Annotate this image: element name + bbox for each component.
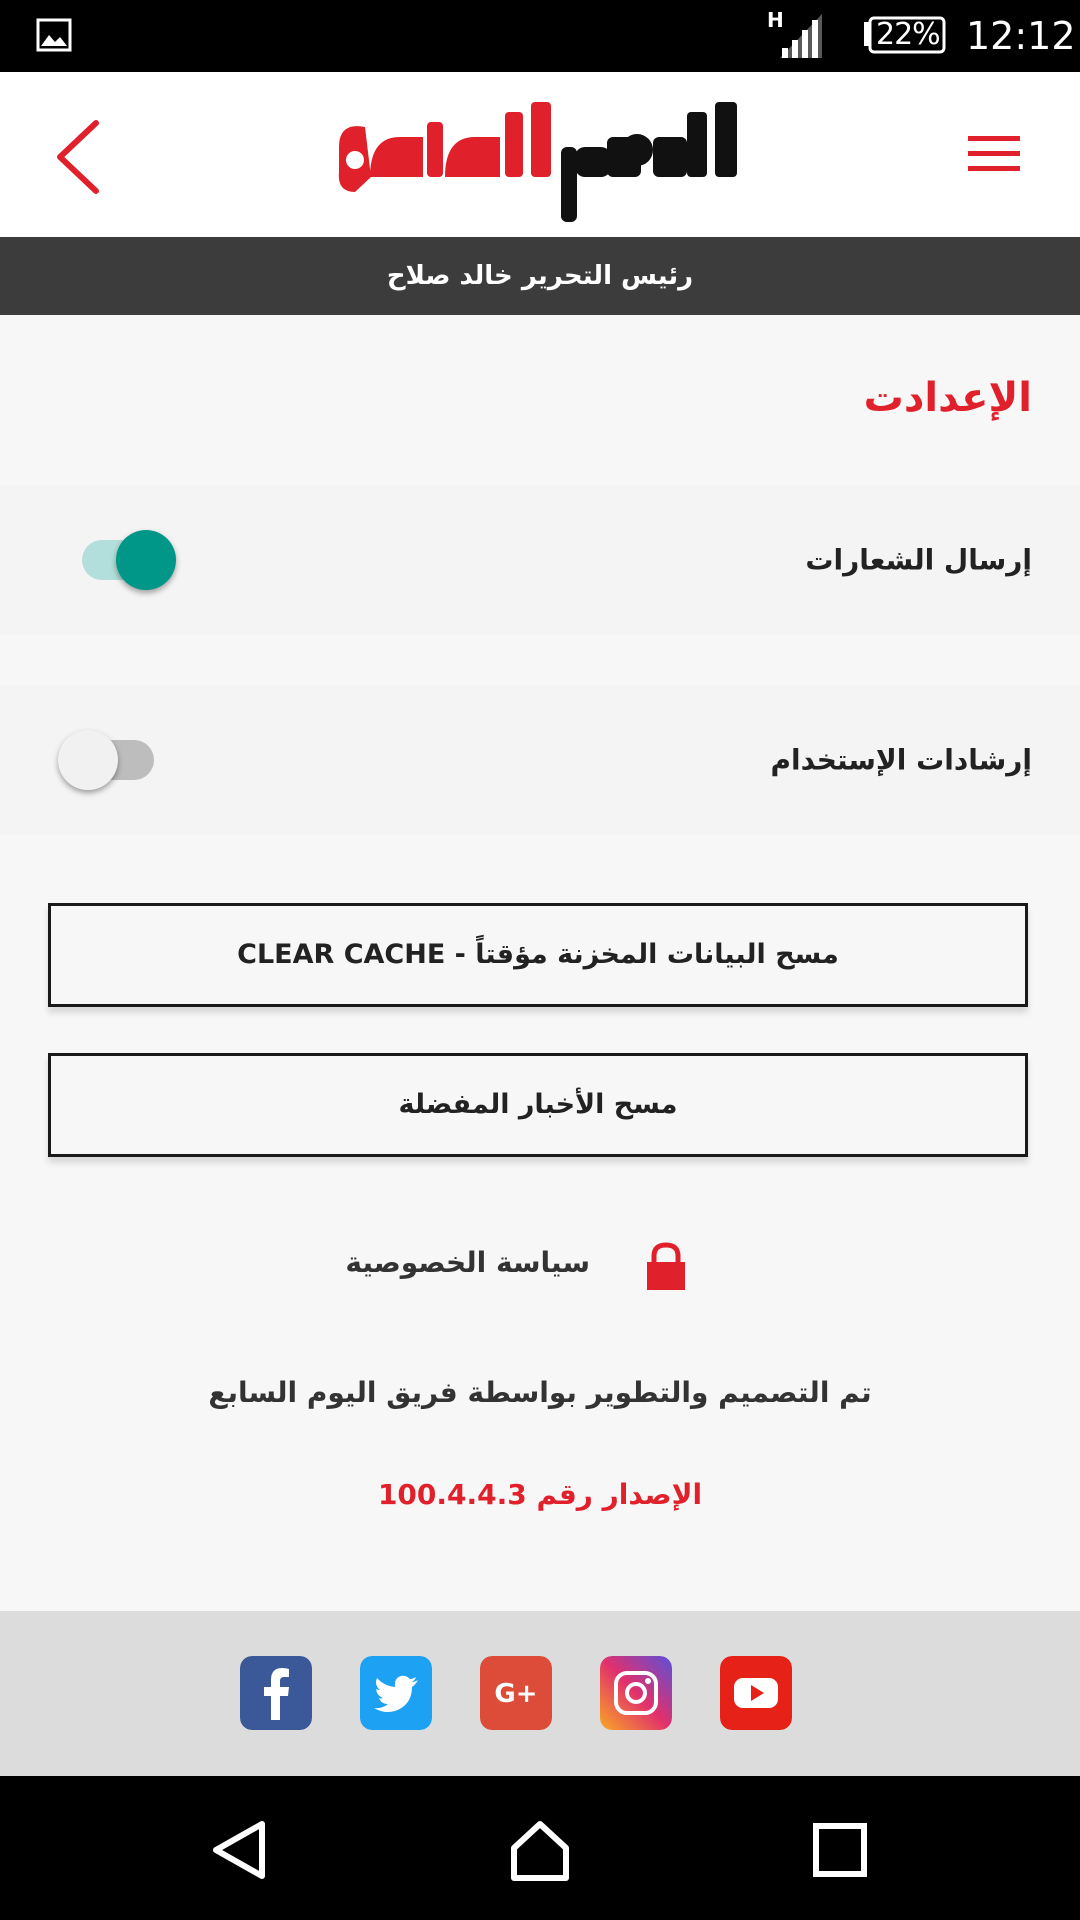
battery-percent: 22% xyxy=(876,17,940,52)
youtube-icon[interactable] xyxy=(720,1656,792,1730)
svg-text:G+: G+ xyxy=(494,1679,538,1709)
page-title: الإعدادت xyxy=(863,375,1032,421)
clear-favorites-button[interactable]: مسح الأخبار المفضلة xyxy=(48,1053,1028,1157)
version-label: الإصدار رقم xyxy=(536,1478,703,1511)
back-arrow-icon[interactable] xyxy=(52,117,108,197)
nav-recents-icon[interactable] xyxy=(808,1818,872,1882)
usage-tips-setting-row xyxy=(0,685,1080,835)
toggle-thumb xyxy=(116,530,176,590)
editor-in-chief-bar: رئيس التحرير خالد صلاح xyxy=(0,237,1080,315)
privacy-policy-label: سياسة الخصوصية xyxy=(345,1246,590,1279)
nav-back-icon[interactable] xyxy=(208,1818,272,1882)
app-header xyxy=(0,72,1080,237)
lock-icon xyxy=(645,1242,687,1292)
hamburger-menu-icon[interactable] xyxy=(966,132,1022,176)
status-bar xyxy=(0,0,1080,72)
social-footer xyxy=(0,1611,1080,1776)
clock: 12:12 xyxy=(966,14,1076,58)
site-logo[interactable] xyxy=(335,92,740,227)
google-plus-icon[interactable] xyxy=(480,1656,552,1730)
usage-tips-toggle[interactable] xyxy=(58,720,158,800)
twitter-icon[interactable] xyxy=(360,1656,432,1730)
system-nav-bar xyxy=(0,1776,1080,1920)
version-number: 100.4.4.3 xyxy=(377,1478,527,1511)
usage-tips-label: إرشادات الإستخدام xyxy=(770,743,1032,777)
signal-icon xyxy=(778,12,824,60)
network-type: H xyxy=(767,8,784,32)
toggle-thumb xyxy=(58,730,118,790)
gallery-icon xyxy=(36,18,72,52)
instagram-icon[interactable] xyxy=(600,1656,672,1730)
privacy-policy-link[interactable] xyxy=(0,1238,1080,1302)
notifications-label: إرسال الشعارات xyxy=(805,543,1032,577)
nav-home-icon[interactable] xyxy=(508,1818,572,1882)
clear-cache-button[interactable]: مسح البيانات المخزنة مؤقتاً - CLEAR CACHE xyxy=(48,903,1028,1007)
facebook-icon[interactable] xyxy=(240,1656,312,1730)
notifications-setting-row xyxy=(0,485,1080,635)
notifications-toggle[interactable] xyxy=(82,520,182,600)
version-info xyxy=(0,1478,1080,1511)
credit-text: تم التصميم والتطوير بواسطة فريق اليوم السابع xyxy=(208,1376,872,1409)
